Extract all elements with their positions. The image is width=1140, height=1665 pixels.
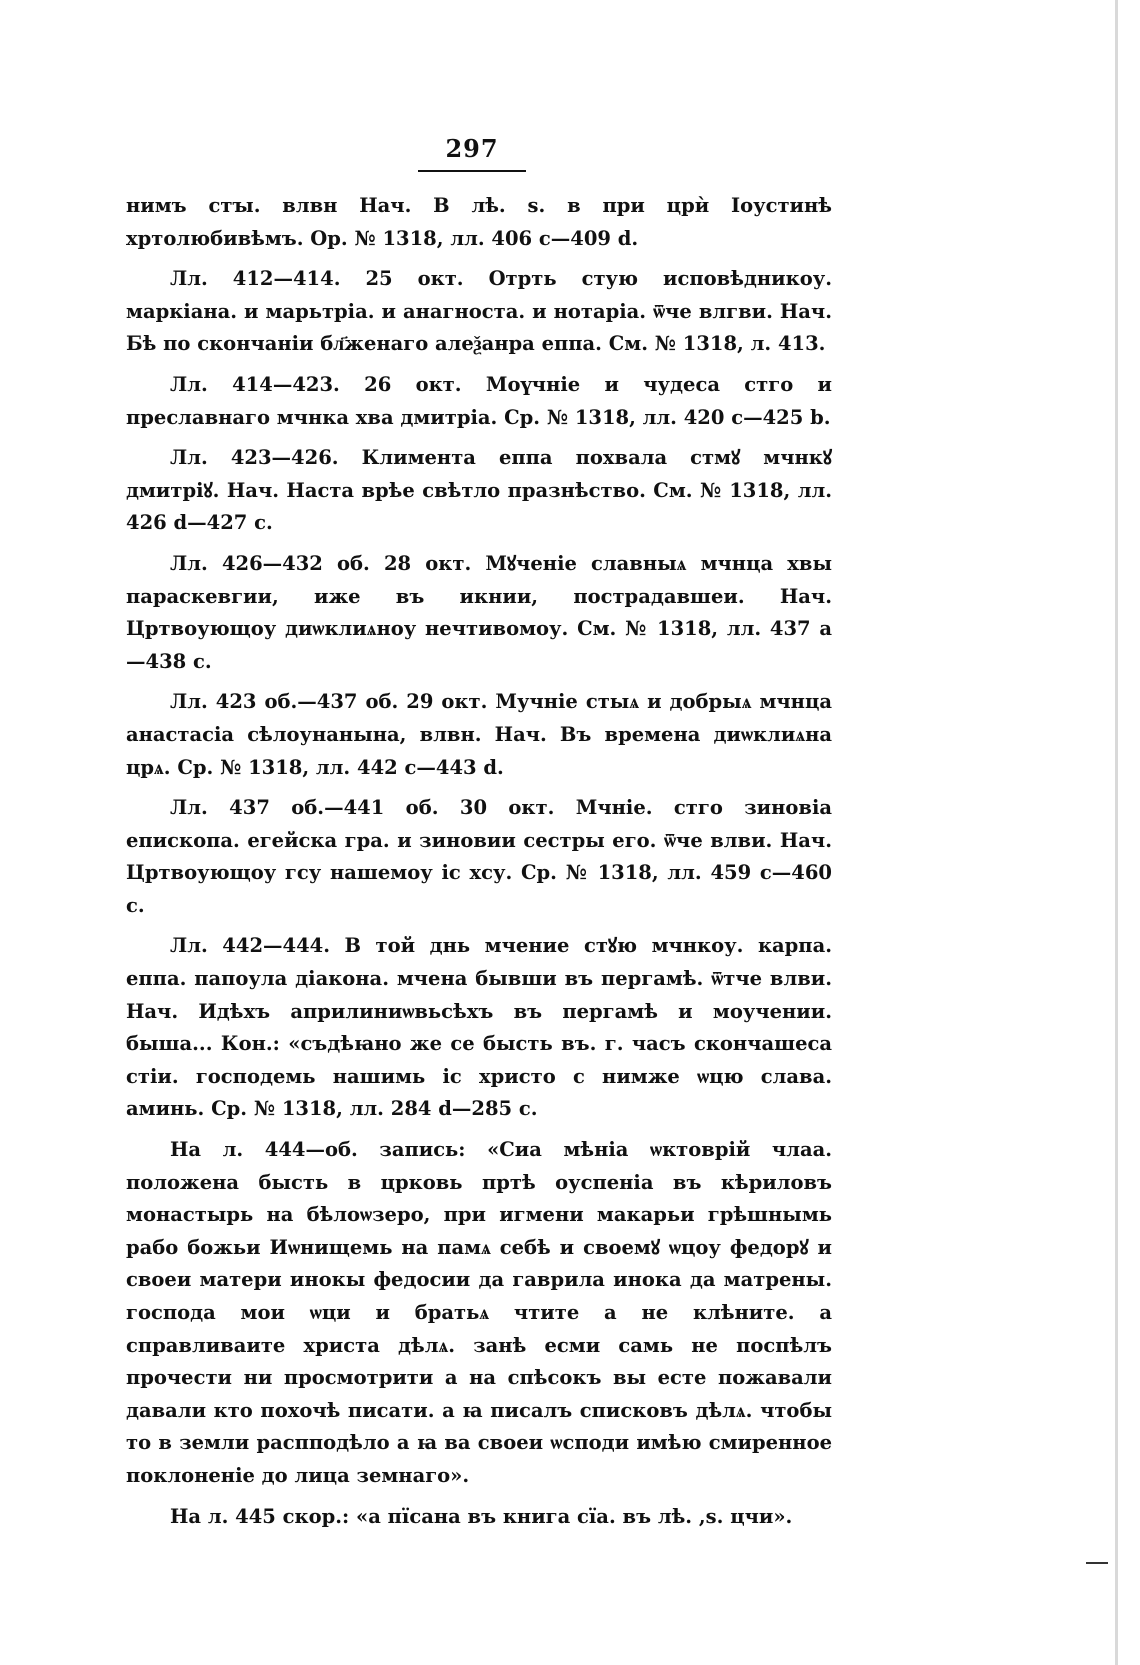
paragraph: Лл. 423 об.—437 об. 29 окт. Мучніе стыѧ и добрыѧ мчнца анастасіа сѣлоунанына, влвн. Нач. Въ времена диѡклиѧна црѧ. Ср. № 1318, лл. 442 с—443 d.	[126, 690, 832, 779]
paragraph: На л. 444—об. запись: «Сиа мѣніа ѡктоврій члаа. положена бысть в црковь пртѣ оуспеніа въ кѣриловъ монастырь на бѣлоѡзеро, при игмени макарьи грѣшнымь рабо божьи Иѡнищемь на памѧ себѣ и своемꙋ ѡцоу федорꙋ и своеи матери инокы федосии да гаврила инока да матрены. господа мои ѡци и братьѧ чтите а не клѣните. а справливаите христа дѣлѧ. занѣ есми самь не поспѣлъ прочести ни просмотрити а на спѣсокъ вы есте пожавали давали кто похочѣ писати. а ꙗ писалъ списковъ дѣлѧ. чтобы то в земли распподѣло а ꙗ ва своеи ѡсподи имѣю смиренное поклоненіе до лица земнаго».	[126, 1138, 832, 1487]
paragraph: Лл. 442—444. В той днь мчение стꙋю мчнкоу. карпа. еппа. папоула діакона. мчена бывши въ пергамѣ. ѿтче влви. Нач. Идѣхъ априлиниѡвьсѣхъ въ пергамѣ и моучении. быша... Кон.: «съдѣꙗно же се бысть въ. г. часъ скончашеса стіи. господемь нашимь іс христо с нимже ѡцю слава. аминь. Ср. № 1318, лл. 284 d—285 с.	[126, 934, 832, 1121]
paragraph: На л. 445 скор.: «а пїсана въ книга сїа. въ лѣ. ,ѕ. цчи».	[170, 1504, 793, 1528]
paragraph: нимъ стꙑ. влвн Нач. В лѣ. ѕ. в при црѝ Іоустинѣ хртолюбивѣмъ. Ор. № 1318, лл. 406 с—409 d.	[126, 194, 832, 250]
text-column	[126, 190, 832, 1541]
page-number-rule	[418, 170, 526, 172]
paragraph: Лл. 426—432 об. 28 окт. Мꙋченіе славныѧ мчнца хвы параскевгии, иже въ икнии, пострадавшеи. Нач. Цртвоующоу диѡклиѧноу нечтивомоу. См. № 1318, лл. 437 а—438 с.	[126, 551, 832, 673]
margin-mark	[1086, 1562, 1108, 1564]
page-edge	[1115, 0, 1118, 1665]
paragraph: Лл. 412—414. 25 окт. Отрть стую исповѣдникоу. маркіана. и марьтріа. и анагноста. и нотаріа. ѿче влгви. Нач. Бѣ по скончаніи бл҃женаго алеѯанра еппа. См. № 1318, л. 413.	[126, 267, 832, 356]
page-number: 297	[445, 134, 499, 163]
paragraph: Лл. 437 об.—441 об. 30 окт. Мчніе. стго зиновіа епископа. егейска гра. и зиновии сестры его. ѿче влви. Нач. Цртвоующоу гсу нашемоу іс хсу. Ср. № 1318, лл. 459 с—460 с.	[126, 796, 832, 917]
paragraph: Лл. 423—426. Климента еппа похвала стмꙋ мчнкꙋ дмитріꙋ. Нач. Наста врѣе свѣтло празнѣство. См. № 1318, лл. 426 d—427 с.	[126, 446, 832, 535]
paragraph: Лл. 414—423. 26 окт. Моүчніе и чудеса стго и преславнаго мчнка хва дмитріа. Ср. № 1318, лл. 420 с—425 b.	[126, 372, 832, 429]
